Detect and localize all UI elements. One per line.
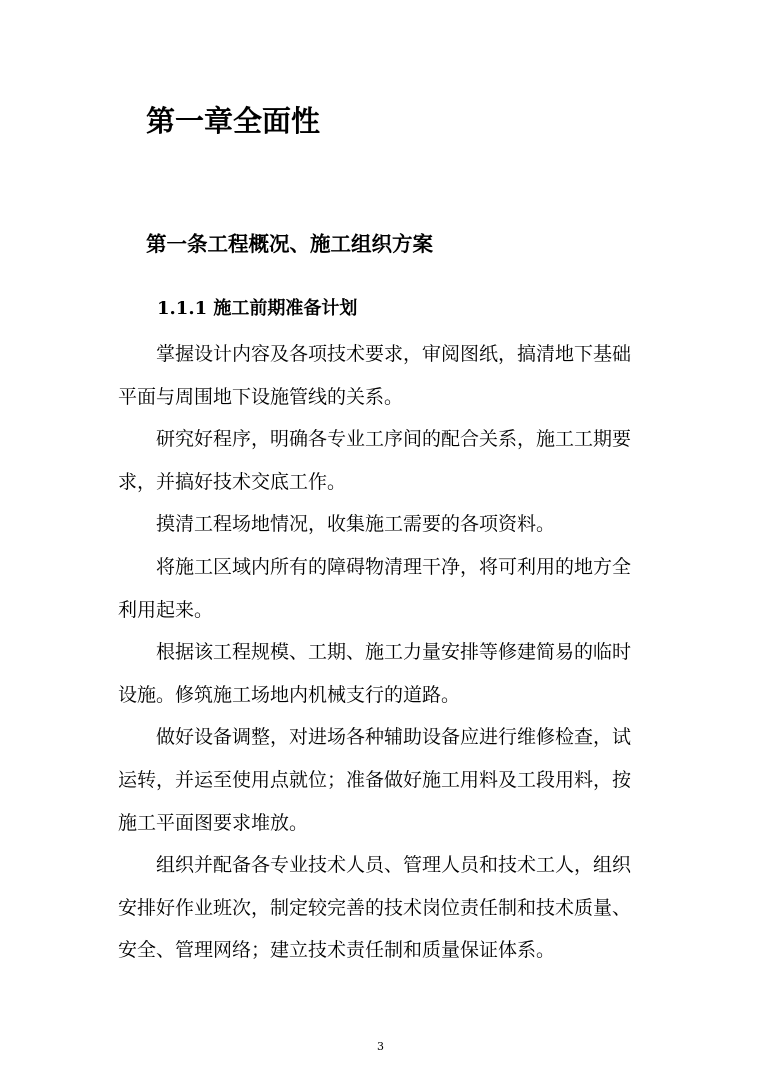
- subsection-title: 1.1.1 施工前期准备计划: [157, 298, 358, 319]
- chapter-title: 第一章全面性: [146, 104, 321, 138]
- paragraph: 掌握设计内容及各项技术要求，审阅图纸，搞清地下基础平面与周围地下设施管线的关系。: [118, 343, 632, 408]
- paragraph: 根据该工程规模、工期、施工力量安排等修建简易的临时设施。修筑施工场地内机械支行的道路。: [118, 641, 632, 706]
- paragraph: 摸清工程场地情况，收集施工需要的各项资料。: [156, 513, 556, 536]
- paragraph: 做好设备调整，对进场各种辅助设备应进行维修检查，试运转，并运至使用点就位；准备做好施工用料及工段用料，按施工平面图要求堆放。: [118, 726, 632, 834]
- body-text: [118, 333, 638, 972]
- paragraph: 研究好程序，明确各专业工序间的配合关系，施工工期要求，并搞好技术交底工作。: [118, 428, 632, 493]
- paragraph: 将施工区域内所有的障碍物清理干净，将可利用的地方全利用起来。: [118, 555, 632, 621]
- paragraph: 组织并配备各专业技术人员、管理人员和技术工人，组织安排好作业班次，制定较完善的技术岗位责任制和技术质量、安全、管理网络；建立技术责任制和质量保证体系。: [118, 854, 632, 962]
- page-number: 3: [377, 1040, 384, 1053]
- section-title: 第一条工程概况、施工组织方案: [146, 232, 433, 256]
